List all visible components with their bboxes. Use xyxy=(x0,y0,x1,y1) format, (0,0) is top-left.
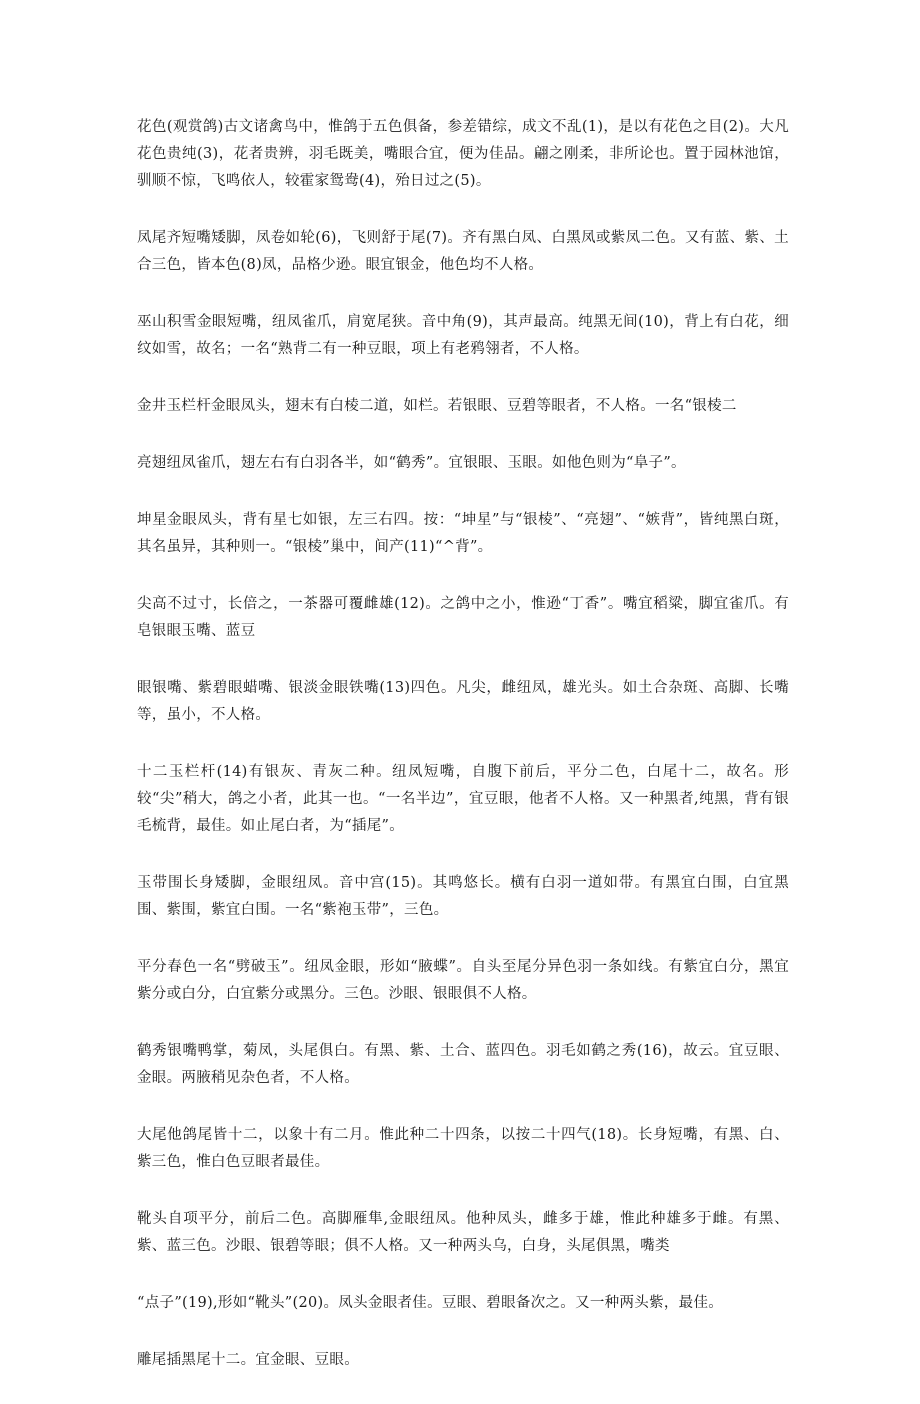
paragraph-liangchi: 亮翅纽凤雀爪，翅左右有白羽各半，如“鹤秀”。宜银眼、玉眼。如他色则为“阜子”。 xyxy=(137,455,686,471)
paragraph-hexiu: 鹤秀银嘴鸭掌，菊凤，头尾俱白。有黑、紫、土合、蓝四色。羽毛如鹤之秀(16)，故云。宜豆眼、金眼。两腋稍见杂色者，不人格。 xyxy=(137,1043,789,1086)
paragraph-shier-yulangan: 十二玉栏杆(14)有银灰、青灰二种。纽凤短嘴，自腹下前后，平分二色，白尾十二，故名。形较“尖”稍大，鸽之小者，此其一也。“一名半边”，宜豆眼，他者不人格。又一种黑者,纯黑，背有银毛梳背，最佳。如止尾白者，为“插尾”。 xyxy=(137,764,789,834)
paragraph-dawei: 大尾他鸽尾皆十二，以象十有二月。惟此种二十四条，以按二十四气(18)。长身短嘴，有黑、白、紫三色，惟白色豆眼者最佳。 xyxy=(137,1127,789,1170)
paragraph-yudaiwei: 玉带围长身矮脚，金眼纽凤。音中宫(15)。其鸣悠长。横有白羽一道如带。有黑宜白围，白宜黑围、紫围，紫宜白围。一名“紫袍玉带”，三色。 xyxy=(137,875,789,918)
paragraph-pingfen-chunse: 平分春色一名“劈破玉”。纽凤金眼，形如“腋蝶”。自头至尾分异色羽一条如线。有紫宜白分，黑宜紫分或白分，白宜紫分或黑分。三色。沙眼、银眼俱不人格。 xyxy=(137,959,789,1002)
paragraph-diaowei: 雕尾插黑尾十二。宜金眼、豆眼。 xyxy=(137,1352,359,1368)
paragraph-huase: 花色(观赏鸽)古文诸禽鸟中，惟鸽于五色俱备，参差错综，成文不乱(1)，是以有花色之目(2)。大凡花色贵纯(3)，花者贵辨，羽毛既美，嘴眼合宜，便为佳品。翩之刚柔，非所论也。置于园林池馆，驯顺不惊，飞鸣依人，较霍家鸳鸯(4)，殆日过之(5)。 xyxy=(137,119,789,189)
document-body xyxy=(137,114,789,1404)
paragraph-jinjing-yulangan: 金井玉栏杆金眼凤头，翅末有白棱二道，如栏。若银眼、豆碧等眼者，不人格。一名“银棱二 xyxy=(137,398,737,414)
paragraph-wushan-jixue: 巫山积雪金眼短嘴，纽凤雀爪，肩宽尾狭。音中角(9)，其声最高。纯黑无间(10)，背上有白花，细纹如雪，故名；一名“熟背二有一种豆眼，项上有老鸦翎者，不人格。 xyxy=(137,314,789,357)
paragraph-jian: 尖高不过寸，长倍之，一茶器可覆雌雄(12)。之鸽中之小，惟逊“丁香”。嘴宜稻粱，脚宜雀爪。有皂银眼玉嘴、蓝豆 xyxy=(137,596,789,639)
paragraph-fengwei: 凤尾齐短嘴矮脚，凤卷如轮(6)，飞则舒于尾(7)。齐有黑白凤、白黑凤或紫凤二色。又有蓝、紫、土合三色，皆本色(8)凤，品格少逊。眼宜银金，他色均不人格。 xyxy=(137,230,789,273)
paragraph-dianzi: “点子”(19),形如“靴头”(20)。凤头金眼者佳。豆眼、碧眼备次之。又一种两头紫，最佳。 xyxy=(137,1295,724,1311)
paragraph-yinzui: 眼银嘴、紫碧眼蜡嘴、银淡金眼铁嘴(13)四色。凡尖，雌纽凤，雄光头。如土合杂斑、高脚、长嘴等，虽小，不人格。 xyxy=(137,680,789,723)
paragraph-kunxing: 坤星金眼凤头，背有星七如银，左三右四。按：“坤星”与“银棱”、“亮翅”、“嫉背”，皆纯黑白斑，其名虽异，其种则一。“银棱”巢中，间产(11)“^背”。 xyxy=(137,512,789,555)
paragraph-xuetou: 靴头自项平分，前后二色。高脚雁隼,金眼纽凤。他种凤头，雌多于雄，惟此种雄多于雌。有黑、紫、蓝三色。沙眼、银碧等眼；俱不人格。又一种两头乌，白身，头尾俱黑，嘴类 xyxy=(137,1211,789,1254)
